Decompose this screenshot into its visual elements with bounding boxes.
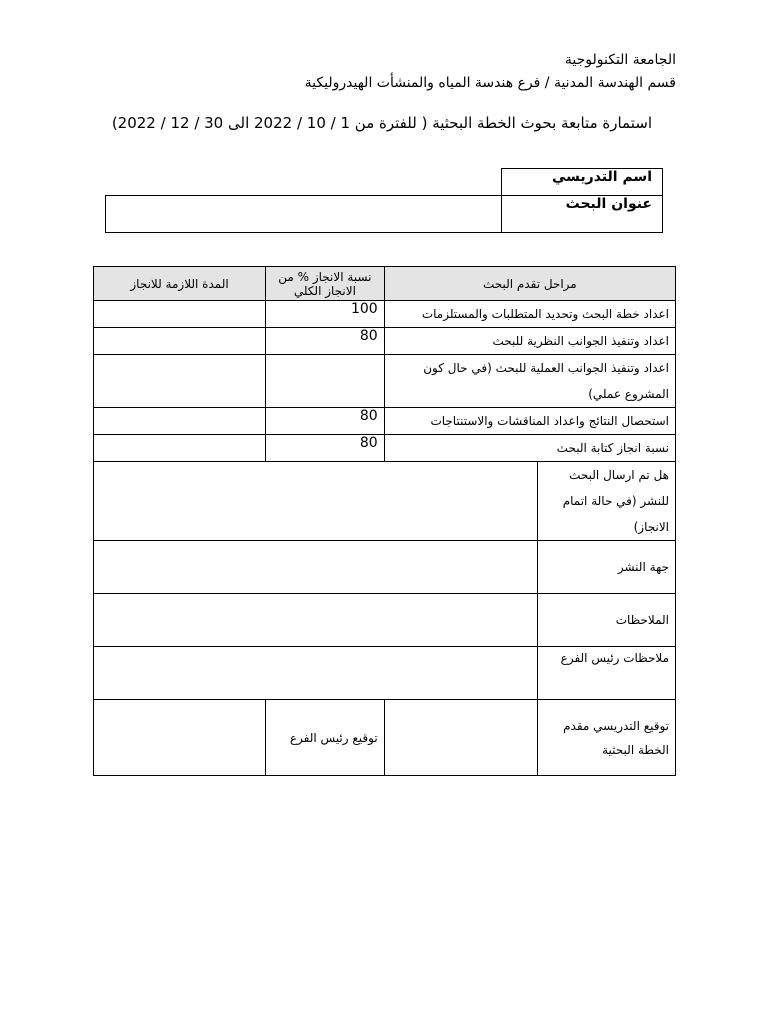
instructor-signature-field[interactable] bbox=[384, 700, 537, 776]
percent-cell[interactable]: 80 bbox=[266, 328, 385, 355]
instructor-name-value-empty bbox=[106, 169, 502, 196]
publisher-label: جهة النشر bbox=[537, 541, 675, 594]
instructor-signature-label: توقيع التدريسي مقدم الخطة البحثية bbox=[537, 700, 675, 776]
form-title: استمارة متابعة بحوث الخطة البحثية ( للفترة من 1 / 10 / 2022 الى 30 / 12 / 2022) bbox=[111, 114, 652, 132]
notes-field[interactable] bbox=[94, 594, 538, 647]
stage-cell: استحصال النتائج واعداد المناقشات والاستنتاجات bbox=[384, 408, 675, 435]
branch-head-notes-field[interactable] bbox=[94, 647, 538, 700]
duration-cell[interactable] bbox=[94, 435, 266, 462]
duration-cell[interactable] bbox=[94, 408, 266, 435]
publisher-field[interactable] bbox=[94, 541, 538, 594]
table-row bbox=[94, 408, 676, 435]
duration-header: المدة اللازمة للانجاز bbox=[94, 267, 266, 301]
table-row bbox=[94, 435, 676, 462]
table-row bbox=[94, 328, 676, 355]
stage-cell: اعداد خطة البحث وتحديد المتطلبات والمستلزمات bbox=[384, 301, 675, 328]
progress-table bbox=[93, 266, 676, 776]
info-table bbox=[105, 168, 663, 233]
publication-sent-label: هل تم ارسال البحث للنشر (في حالة اتمام الانجاز) bbox=[537, 462, 675, 541]
percent-cell[interactable]: 80 bbox=[266, 435, 385, 462]
signature-row bbox=[94, 700, 676, 776]
table-row bbox=[94, 301, 676, 328]
research-title-label: عنوان البحث bbox=[502, 196, 663, 233]
signature-empty-field[interactable] bbox=[94, 700, 266, 776]
notes-row bbox=[94, 594, 676, 647]
publisher-row bbox=[94, 541, 676, 594]
stages-header: مراحل تقدم البحث bbox=[384, 267, 675, 301]
duration-cell[interactable] bbox=[94, 328, 266, 355]
department-name: قسم الهندسة المدنية / فرع هندسة المياه والمنشأت الهيدروليكية bbox=[304, 75, 676, 91]
percent-cell[interactable]: 100 bbox=[266, 301, 385, 328]
publication-sent-field[interactable] bbox=[94, 462, 538, 541]
table-header-row bbox=[94, 267, 676, 301]
duration-cell[interactable] bbox=[94, 355, 266, 408]
research-title-field[interactable] bbox=[106, 196, 502, 233]
stage-cell: اعداد وتنفيذ الجوانب العملية للبحث (في حال كون المشروع عملي) bbox=[384, 355, 675, 408]
university-name: الجامعة التكنولوجية bbox=[564, 52, 676, 68]
table-row bbox=[94, 355, 676, 408]
instructor-name-label: اسم التدريسي bbox=[502, 169, 663, 196]
stage-cell: نسبة انجاز كتابة البحث bbox=[384, 435, 675, 462]
publication-sent-row bbox=[94, 462, 676, 541]
percent-cell[interactable] bbox=[266, 355, 385, 408]
branch-head-notes-label: ملاحظات رئيس الفرع bbox=[537, 647, 675, 700]
branch-head-notes-row bbox=[94, 647, 676, 700]
duration-cell[interactable] bbox=[94, 301, 266, 328]
percent-cell[interactable]: 80 bbox=[266, 408, 385, 435]
percent-header: نسبة الانجاز % من الانجاز الكلي bbox=[266, 267, 385, 301]
notes-label: الملاحظات bbox=[537, 594, 675, 647]
stage-cell: اعداد وتنفيذ الجوانب النظرية للبحث bbox=[384, 328, 675, 355]
branch-head-signature-label: توقيع رئيس الفرع bbox=[266, 700, 385, 776]
